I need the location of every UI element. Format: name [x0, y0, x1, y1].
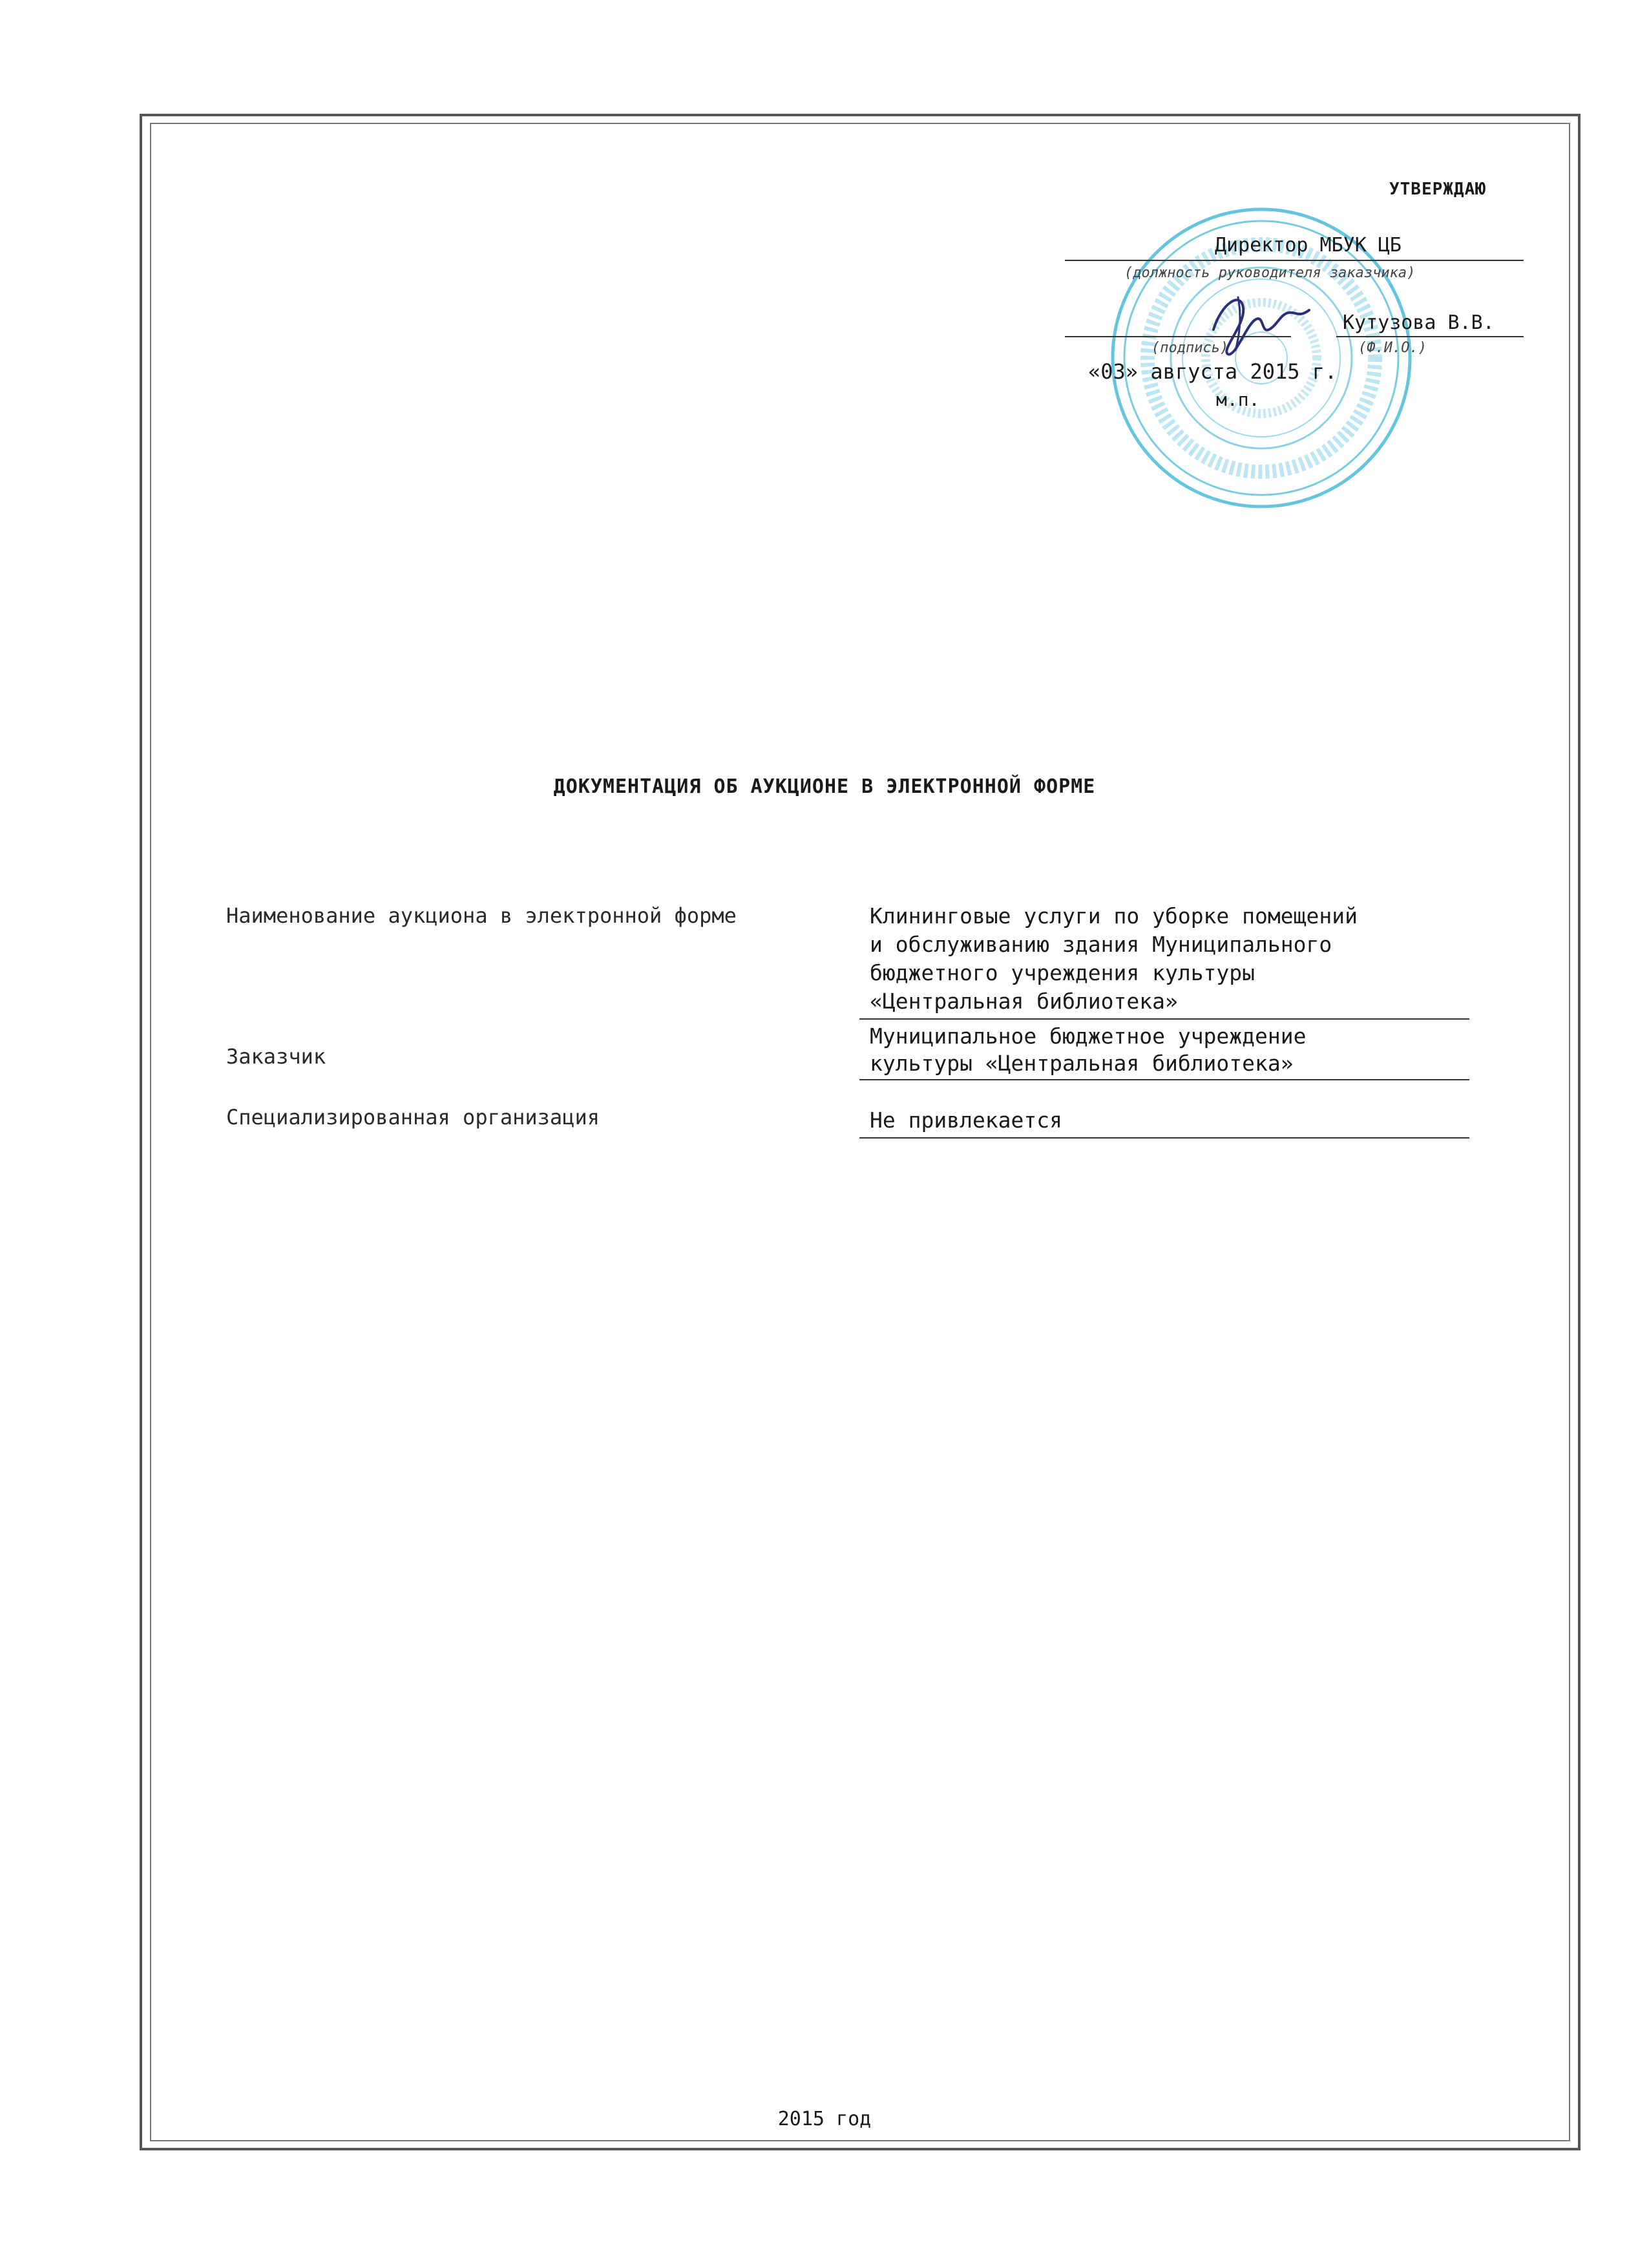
field-label-specialized-org: Специализированная организация: [226, 1105, 600, 1129]
field-value-auction-name-line-1: Клининговые услуги по уборке помещений: [870, 903, 1358, 929]
field-value-auction-name-line-4: «Центральная библиотека»: [870, 989, 1178, 1014]
name-underline: [1336, 336, 1524, 337]
field-value-customer-line-2: культуры «Центральная библиотека»: [870, 1051, 1294, 1076]
field-value-specialized-org: Не привлекается: [870, 1108, 1063, 1133]
field-value-customer-line-1: Муниципальное бюджетное учреждение: [870, 1024, 1307, 1049]
approval-heading: УТВЕРЖДАЮ: [1389, 180, 1486, 199]
field-underline-customer: [859, 1079, 1469, 1080]
name-caption: (Ф.И.О.): [1358, 340, 1427, 356]
position-caption: (должность руководителя заказчика): [1124, 265, 1416, 281]
signature-underline: [1065, 336, 1291, 337]
field-value-auction-name-line-3: бюджетного учреждения культуры: [870, 960, 1255, 985]
field-underline-auction-name: [859, 1018, 1469, 1020]
field-value-auction-name-line-2: и обслуживанию здания Муниципального: [870, 932, 1332, 957]
field-label-auction-name: Наименование аукциона в электронной форме: [226, 903, 737, 928]
seal-place-label: м.п.: [1216, 389, 1260, 410]
director-position: Директор МБУК ЦБ: [1215, 234, 1402, 257]
field-underline-specialized-org: [859, 1137, 1469, 1139]
position-underline: [1065, 260, 1524, 261]
document-title: ДОКУМЕНТАЦИЯ ОБ АУКЦИОНЕ В ЭЛЕКТРОННОЙ ФОРМЕ: [553, 775, 1096, 798]
document-year: 2015 год: [777, 2108, 872, 2130]
director-name: Кутузова В.В.: [1343, 311, 1495, 334]
signature-caption: (подпись): [1151, 340, 1229, 356]
approval-date: «03» августа 2015 г.: [1088, 359, 1338, 384]
field-label-customer: Заказчик: [226, 1044, 326, 1069]
